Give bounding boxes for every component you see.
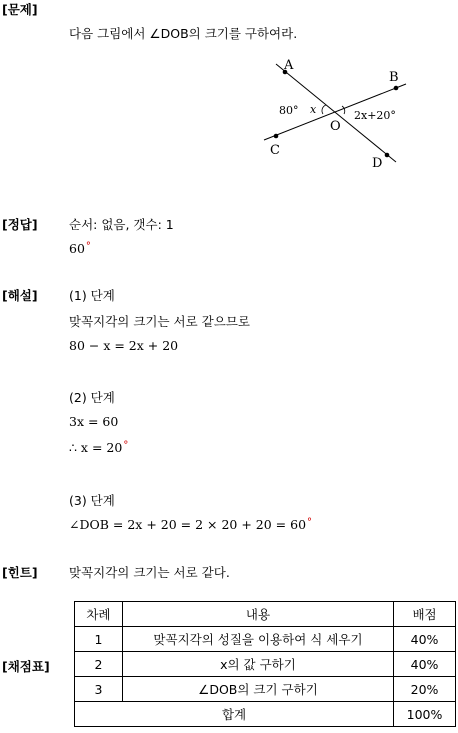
step1-title: (1) 단계 (69, 288, 115, 303)
table-row (75, 652, 456, 677)
point-d (385, 153, 390, 158)
header-points: 배점 (394, 602, 456, 627)
row-content: ∠DOB의 크기 구하기 (122, 677, 393, 702)
step3-degree: ° (307, 517, 313, 528)
table-row (75, 627, 456, 652)
step2-result (69, 440, 128, 455)
angle-80-label: 80° (279, 104, 299, 117)
step2-degree: ° (123, 440, 129, 451)
angle-2x20-label: 2x+20° (354, 109, 396, 122)
step1-line1: 맞꼭지각의 크기는 서로 같으므로 (69, 314, 250, 329)
row-order: 1 (75, 627, 123, 652)
row-order: 3 (75, 677, 123, 702)
label-o: O (330, 119, 341, 134)
scoring-total-row (75, 702, 456, 727)
total-points: 100% (394, 702, 456, 727)
row-content: x의 값 구하기 (122, 652, 393, 677)
row-points: 40% (394, 652, 456, 677)
row-order: 2 (75, 652, 123, 677)
answer-label: [정답] (2, 217, 38, 232)
step3-equation-text: ∠DOB = 2x + 20 = 2 × 20 + 20 = 60 (69, 517, 307, 532)
answer-degree: ° (85, 241, 91, 252)
hint-label: [힌트] (2, 565, 38, 580)
scoring-table (74, 601, 456, 727)
angle-right-arc (342, 106, 345, 114)
step3-equation (69, 517, 312, 532)
step2-equation: 3x = 60 (69, 414, 119, 429)
step1-equation: 80 − x = 2x + 20 (69, 338, 179, 353)
header-order: 차례 (75, 602, 123, 627)
step3-title: (3) 단계 (69, 493, 115, 508)
solution-label: [해설] (2, 288, 38, 303)
row-content: 맞꼭지각의 성질을 이용하여 식 세우기 (122, 627, 393, 652)
angle-x-arc (322, 105, 326, 114)
answer-order-count: 순서: 없음, 갯수: 1 (69, 217, 174, 232)
label-b: B (389, 70, 399, 85)
row-points: 40% (394, 627, 456, 652)
scoring-header-row (75, 602, 456, 627)
scoring-label: [채점표] (2, 659, 50, 674)
total-label: 합계 (75, 702, 394, 727)
angle-figure (256, 52, 416, 172)
table-row (75, 677, 456, 702)
angle-x-label: x (310, 103, 317, 116)
header-content: 내용 (122, 602, 393, 627)
hint-text: 맞꼭지각의 크기는 서로 같다. (69, 565, 230, 580)
label-a: A (284, 58, 294, 73)
step2-title: (2) 단계 (69, 390, 115, 405)
step2-result-text: ∴ x = 20 (69, 440, 123, 455)
point-b (394, 86, 399, 91)
point-c (274, 134, 279, 139)
problem-label: [문제] (2, 2, 38, 17)
answer-number: 60 (69, 241, 85, 256)
label-c: C (270, 143, 280, 158)
answer-value (69, 241, 91, 256)
row-points: 20% (394, 677, 456, 702)
problem-text: 다음 그림에서 ∠DOB의 크기를 구하여라. (69, 26, 298, 41)
label-d: D (372, 156, 383, 171)
